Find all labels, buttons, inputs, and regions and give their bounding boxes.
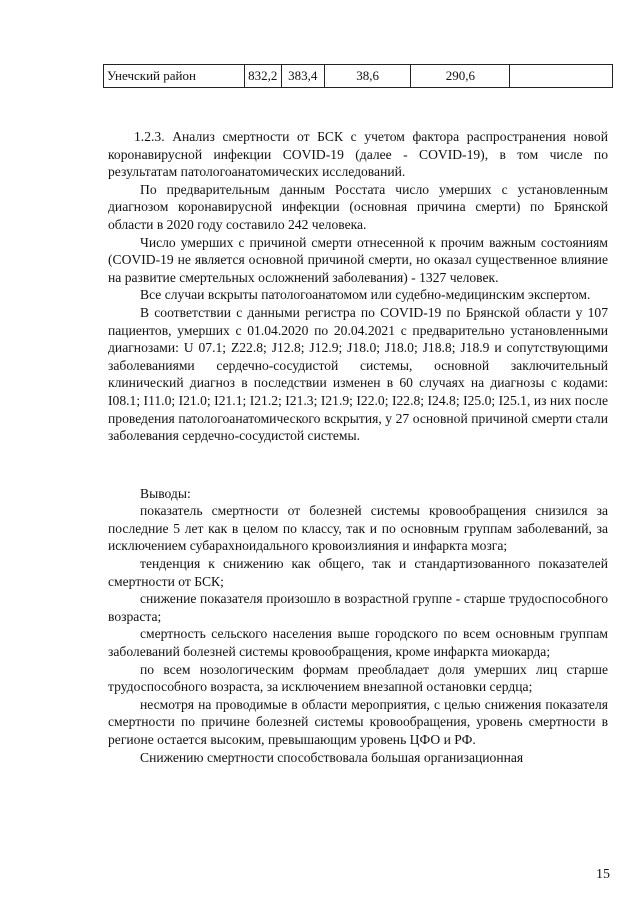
region-table: [103, 64, 613, 88]
table-cell: 290,6: [411, 65, 510, 88]
paragraph: Все случаи вскрыты патологоанатомом или судебно-медицинским экспертом.: [140, 287, 591, 303]
table-cell: 383,4: [281, 65, 324, 88]
body-text: [108, 128, 608, 766]
paragraph: В соответствии с данными регистра по COVID-19 по Брянской области у 107 пациентов, умерших с 01.04.2020 по 20.04.2021 с предварительно установленными диагнозами: U 07.1; Z22.8; J12.8; J12.9; J18.0; J18.0; J18.8; J18.9 и сопутствующими заболеваниями сердечно-сосудистой системы, основной заключительный клинический диагноз в последствии изменен в 60 случаях на диагнозы с кодами: I08.1; I11.0; I21.0; I21.1; I21.2; I21.3; I21.9; I22.0; I22.8; I24.8; I25.0; I25.1, из них после проведения патологоанатомического вскрытия, у 27 основной причиной смерти стали заболевания сердечно-сосудистой системы.: [108, 304, 608, 444]
paragraph: Число умерших с причиной смерти отнесенной к прочим важным состояниям (COVID-19 не является основной причиной смерти, но оказал существенное влияние на развитие смертельных осложнений заболевания) - 1327 человек.: [108, 234, 608, 285]
page-number: 15: [596, 867, 610, 882]
conclusion-item: Снижению смертности способствовала большая организационная: [140, 749, 524, 765]
conclusion-item: показатель смертности от болезней системы кровообращения снизился за последние 5 лет как в целом по классу, так и по основным группам заболеваний, за исключением субарахноидального кровоизлияния и инфаркта мозга;: [108, 503, 608, 554]
conclusion-item: смертность сельского населения выше городского по всем основным группам заболеваний болезней системы кровообращения, кроме инфаркта миокарда;: [108, 626, 608, 660]
table-cell: 38,6: [324, 65, 411, 88]
section-heading-paragraph: 1.2.3. Анализ смертности от БСК с учетом фактора распространения новой коронавирусной инфекции COVID-19 (далее - COVID-19), в том числе по результатам патологоанатомических исследований.: [108, 129, 608, 180]
conclusion-item: тенденция к снижению как общего, так и стандартизованного показателей смертности от БСК;: [108, 556, 608, 589]
table-cell-region: Унечский район: [104, 65, 245, 88]
spacer: [108, 445, 608, 485]
conclusion-item: снижение показателя произошло в возрастной группе - старше трудоспособного возраста;: [108, 591, 608, 624]
table-cell: 832,2: [244, 65, 281, 88]
table-cell: [510, 65, 613, 88]
table-row: [104, 65, 613, 88]
conclusion-item: несмотря на проводимые в области мероприятия, с целью снижения показателя смертности по причине болезней системы кровообращения, уровень смертности в регионе остается высоким, превышающим уровень ЦФО и РФ.: [108, 696, 608, 747]
paragraph: По предварительным данным Росстата число умерших с установленным диагнозом коронавирусной инфекции (основная причина смерти) по Брянской области в 2020 году составило 242 человека.: [108, 181, 608, 232]
conclusion-item: по всем нозологическим формам преобладает доля умерших лиц старше трудоспособного возраста, за исключением внезапной остановки сердца;: [108, 661, 608, 695]
conclusions-title: Выводы:: [140, 485, 191, 501]
